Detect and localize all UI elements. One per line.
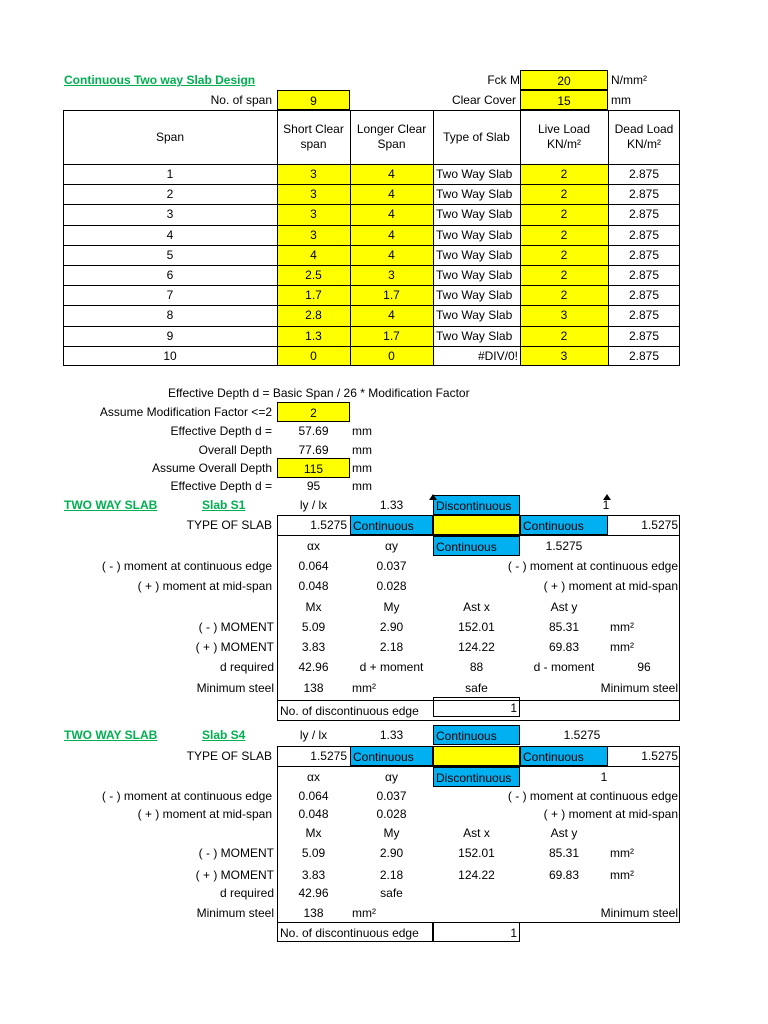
s4-type-val-left: 1.5275 — [310, 749, 347, 763]
cell-slab-type: #DIV/0! — [477, 349, 518, 363]
s1-cont-mid-val: 1.5275 — [545, 539, 583, 553]
s4-disc-value: 1 — [600, 770, 608, 784]
s1-ay: αy — [385, 539, 398, 553]
cell-short-span[interactable]: 2.5 — [305, 268, 322, 282]
s4-nodisc-label: No. of discontinuous edge — [277, 922, 433, 942]
s1-dplus-value: 88 — [469, 660, 484, 674]
assume-depth-unit: mm — [352, 461, 372, 475]
cell-span: 9 — [166, 329, 174, 343]
s4-minst-label-r: Minimum steel — [600, 906, 678, 920]
s1-disc-cell[interactable]: Discontinuous — [433, 495, 520, 515]
cell-dead-load: 2.875 — [628, 329, 660, 343]
clear-cover-label: Clear Cover — [451, 93, 516, 107]
s4-slab-name: Slab S4 — [202, 728, 246, 742]
cell-span: 7 — [166, 288, 174, 302]
s4-asty: Ast y — [550, 826, 578, 840]
s4-posm-unit: mm² — [610, 868, 634, 882]
s1-posm-asty: 69.83 — [548, 640, 580, 654]
s4-pos-label: ( + ) moment at mid-span — [137, 807, 272, 821]
s4-safe: safe — [380, 886, 403, 900]
eff-depth2-unit: mm — [352, 479, 372, 493]
s1-cont-left[interactable]: Continuous — [350, 515, 433, 535]
assume-depth-label: Assume Overall Depth — [151, 461, 272, 475]
s1-minst-label: Minimum steel — [196, 681, 274, 695]
col-header-span: Span — [155, 129, 185, 144]
eff-depth-label: Effective Depth d = — [170, 424, 272, 438]
cell-span: 6 — [166, 268, 174, 282]
s4-negm-my: 2.90 — [379, 846, 404, 860]
eff-depth2-label: Effective Depth d = — [170, 479, 272, 493]
cell-long-span[interactable]: 4 — [388, 187, 395, 201]
s4-cont-right[interactable]: Continuous — [520, 746, 608, 766]
s4-yellow-cell[interactable] — [433, 746, 520, 766]
s1-pos-label: ( + ) moment at mid-span — [137, 579, 272, 593]
s4-mx: Mx — [305, 826, 322, 840]
cell-span: 1 — [166, 167, 174, 181]
depth-formula: Effective Depth d = Basic Span / 26 * Modification Factor — [168, 386, 470, 400]
cell-slab-type: Two Way Slab — [436, 207, 513, 221]
s4-ax: αx — [307, 770, 320, 784]
cell-short-span[interactable]: 4 — [310, 248, 317, 262]
col-header-long-span: Longer Clear Span — [356, 122, 427, 151]
cell-long-span[interactable]: 4 — [388, 207, 395, 221]
s4-negm-astx: 152.01 — [458, 846, 495, 860]
s4-ratio-value: 1.33 — [379, 728, 404, 742]
s1-posm-astx: 124.22 — [458, 640, 495, 654]
cell-live-load[interactable]: 2 — [560, 228, 568, 242]
cell-long-span[interactable]: 1.7 — [383, 288, 400, 302]
cell-live-load[interactable]: 2 — [560, 329, 568, 343]
s4-dreq-label: d required — [219, 886, 274, 900]
cell-short-span[interactable]: 3 — [310, 207, 317, 221]
cell-dead-load: 2.875 — [628, 167, 660, 181]
col-header-dead-load: Dead Load KN/m² — [614, 122, 674, 151]
s1-neg-label-r: ( - ) moment at continuous edge — [507, 559, 678, 573]
s4-minst-label: Minimum steel — [196, 906, 274, 920]
s4-posm-asty: 69.83 — [548, 868, 580, 882]
s1-yellow-cell[interactable] — [433, 515, 520, 535]
s1-type-val-left: 1.5275 — [310, 518, 347, 532]
s1-posm-label: ( + ) MOMENT — [195, 640, 274, 654]
sheet-title: Continuous Two way Slab Design — [64, 73, 256, 87]
col-header-slab-type: Type of Slab — [443, 129, 510, 144]
s1-negm-mx: 5.09 — [301, 620, 326, 634]
cell-slab-type: Two Way Slab — [436, 187, 513, 201]
cell-live-load[interactable]: 2 — [560, 187, 568, 201]
cell-long-span[interactable]: 1.7 — [383, 329, 400, 343]
mf-label: Assume Modification Factor <=2 — [99, 405, 272, 419]
comment-marker-icon — [429, 494, 437, 500]
cell-dead-load: 2.875 — [628, 187, 660, 201]
cell-slab-type: Two Way Slab — [436, 268, 513, 282]
s1-pos-label-r: ( + ) moment at mid-span — [543, 579, 678, 593]
s1-dreq-label: d required — [219, 660, 274, 674]
s1-asty: Ast y — [550, 600, 578, 614]
s1-negm-label: ( - ) MOMENT — [198, 620, 274, 634]
s1-posm-my: 2.18 — [379, 640, 404, 654]
s4-negm-unit: mm² — [610, 846, 634, 860]
col-header-short-span: Short Clear span — [283, 122, 344, 151]
cell-long-span[interactable]: 4 — [388, 228, 395, 242]
s4-type-label: TYPE OF SLAB — [186, 749, 272, 763]
s1-type-label: TYPE OF SLAB — [186, 518, 272, 532]
s4-cont-top-val: 1.5275 — [563, 728, 601, 742]
cell-span: 4 — [166, 228, 174, 242]
s4-neg-label: ( - ) moment at continuous edge — [101, 789, 272, 803]
s1-neg-label: ( - ) moment at continuous edge — [101, 559, 272, 573]
s4-pos-ax: 0.048 — [298, 807, 329, 821]
s4-pos-ay: 0.028 — [376, 807, 407, 821]
cell-short-span[interactable]: 1.3 — [305, 329, 322, 343]
s4-ay: αy — [385, 770, 398, 784]
s1-posm-unit: mm² — [610, 640, 634, 654]
s1-ratio-label: ly / lx — [299, 498, 328, 512]
s4-minst-unit: mm² — [352, 906, 376, 920]
s1-type-val-right: 1.5275 — [641, 518, 678, 532]
overall-depth-value: 77.69 — [298, 443, 329, 457]
fck-label: Fck M — [487, 73, 520, 87]
overall-depth-label: Overall Depth — [198, 443, 272, 457]
cell-span: 8 — [166, 308, 174, 322]
overall-depth-unit: mm — [352, 443, 372, 457]
cell-short-span[interactable]: 3 — [310, 228, 317, 242]
s1-mx: Mx — [305, 600, 322, 614]
cell-live-load[interactable]: 2 — [560, 207, 568, 221]
s4-posm-astx: 124.22 — [458, 868, 495, 882]
cell-live-load[interactable]: 3 — [560, 308, 568, 322]
s4-neg-ax: 0.064 — [298, 789, 329, 803]
s4-cont-left[interactable]: Continuous — [350, 746, 433, 766]
s1-minst-unit: mm² — [352, 681, 376, 695]
cell-slab-type: Two Way Slab — [436, 288, 513, 302]
fck-value-cell[interactable]: 20 — [520, 70, 608, 90]
s1-pos-ay: 0.028 — [376, 579, 407, 593]
s1-cont-right[interactable]: Continuous — [520, 515, 608, 535]
cell-slab-type: Two Way Slab — [436, 329, 513, 343]
s1-ratio-value: 1.33 — [379, 498, 404, 512]
s4-pos-label-r: ( + ) moment at mid-span — [543, 807, 678, 821]
cell-long-span[interactable]: 4 — [388, 167, 395, 181]
s1-negm-astx: 152.01 — [458, 620, 495, 634]
cell-slab-type: Two Way Slab — [436, 248, 513, 262]
cell-slab-type: Two Way Slab — [436, 308, 513, 322]
eff-depth-unit: mm — [352, 424, 372, 438]
s1-my: My — [383, 600, 400, 614]
cell-dead-load: 2.875 — [628, 308, 660, 322]
cell-dead-load: 2.875 — [628, 268, 660, 282]
cell-short-span[interactable]: 2.8 — [305, 308, 322, 322]
s1-pos-ax: 0.048 — [298, 579, 329, 593]
cell-short-span[interactable]: 1.7 — [305, 288, 322, 302]
s4-neg-ay: 0.037 — [376, 789, 407, 803]
cell-long-span[interactable]: 4 — [388, 248, 395, 262]
cell-long-span[interactable]: 3 — [388, 268, 395, 282]
s1-minst-value: 138 — [303, 681, 324, 695]
cell-live-load[interactable]: 2 — [560, 288, 568, 302]
s1-nodisc-cell[interactable]: 1 — [433, 697, 520, 717]
cell-slab-type: Two Way Slab — [436, 228, 513, 242]
s4-negm-label: ( - ) MOMENT — [198, 846, 274, 860]
s1-dminus-label: d - moment — [533, 660, 595, 674]
s4-cont-top[interactable]: Continuous — [433, 725, 520, 745]
s4-negm-mx: 5.09 — [301, 846, 326, 860]
s1-negm-my: 2.90 — [379, 620, 404, 634]
cell-dead-load: 2.875 — [628, 228, 660, 242]
s1-neg-ax: 0.064 — [298, 559, 329, 573]
s4-posm-label: ( + ) MOMENT — [195, 868, 274, 882]
s1-title: TWO WAY SLAB — [64, 498, 158, 512]
s1-astx: Ast x — [463, 600, 490, 614]
mf-cell[interactable]: 2 — [277, 402, 350, 422]
cell-dead-load: 2.875 — [628, 207, 660, 221]
s4-title: TWO WAY SLAB — [64, 728, 158, 742]
s1-cont-mid[interactable]: Continuous — [433, 536, 520, 556]
cell-short-span[interactable]: 0 — [310, 349, 317, 363]
cell-live-load[interactable]: 2 — [560, 167, 568, 181]
s4-minst-value: 138 — [303, 906, 324, 920]
cell-span: 2 — [166, 187, 174, 201]
cell-dead-load: 2.875 — [628, 248, 660, 262]
cell-span: 3 — [166, 207, 174, 221]
eff-depth-value: 57.69 — [298, 424, 329, 438]
comment-marker-icon — [603, 494, 611, 500]
clear-cover-cell[interactable]: 15 — [520, 90, 608, 110]
s4-dreq-value: 42.96 — [298, 886, 329, 900]
s1-dminus-value: 96 — [637, 660, 651, 674]
cell-slab-type: Two Way Slab — [436, 167, 513, 181]
col-header-live-load: Live Load KN/m² — [537, 122, 591, 151]
s4-disc-cell[interactable]: Discontinuous — [433, 767, 520, 787]
s4-posm-mx: 3.83 — [301, 868, 326, 882]
clear-cover-unit: mm — [611, 93, 631, 107]
s4-negm-asty: 85.31 — [548, 846, 580, 860]
s1-negm-asty: 85.31 — [548, 620, 580, 634]
s1-slab-name: Slab S1 — [202, 498, 246, 512]
cell-short-span[interactable]: 3 — [310, 167, 317, 181]
span-count-label: No. of span — [210, 93, 272, 107]
s4-neg-label-r: ( - ) moment at continuous edge — [507, 789, 678, 803]
cell-live-load[interactable]: 2 — [560, 248, 568, 262]
cell-span: 5 — [166, 248, 174, 262]
span-count-cell[interactable]: 9 — [277, 90, 350, 110]
s4-ratio-label: ly / lx — [299, 728, 328, 742]
s4-astx: Ast x — [463, 826, 490, 840]
eff-depth2-value: 95 — [306, 479, 321, 493]
s1-neg-ay: 0.037 — [376, 559, 407, 573]
fck-unit: N/mm² — [611, 73, 647, 87]
s1-minst-label-r: Minimum steel — [600, 681, 678, 695]
s4-posm-my: 2.18 — [379, 868, 404, 882]
cell-live-load[interactable]: 3 — [560, 349, 568, 363]
cell-dead-load: 2.875 — [628, 349, 660, 363]
cell-long-span[interactable]: 0 — [388, 349, 395, 363]
s1-safe: safe — [465, 681, 488, 695]
s1-disc-value: 1 — [602, 498, 610, 512]
s4-my: My — [383, 826, 400, 840]
s1-ax: αx — [307, 539, 320, 553]
cell-long-span[interactable]: 4 — [388, 308, 395, 322]
s1-negm-unit: mm² — [610, 620, 634, 634]
s1-nodisc-label: No. of discontinuous edge — [280, 704, 419, 718]
cell-dead-load: 2.875 — [628, 288, 660, 302]
s1-posm-mx: 3.83 — [301, 640, 326, 654]
s4-nodisc-cell[interactable]: 1 — [433, 922, 520, 942]
cell-short-span[interactable]: 3 — [310, 187, 317, 201]
cell-live-load[interactable]: 2 — [560, 268, 568, 282]
assume-depth-cell[interactable]: 115 — [277, 458, 350, 478]
s4-type-val-right: 1.5275 — [641, 749, 678, 763]
s1-dplus-label: d + moment — [359, 660, 424, 674]
s1-dreq-value: 42.96 — [298, 660, 329, 674]
cell-span: 10 — [163, 349, 177, 363]
